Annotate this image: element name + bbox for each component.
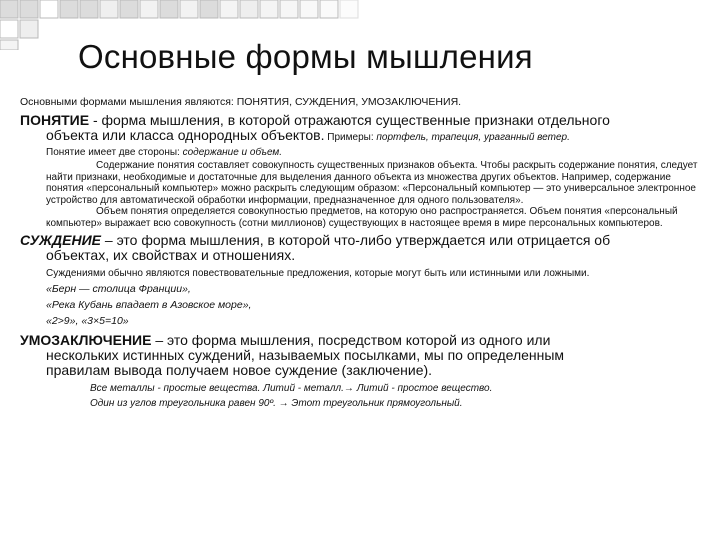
- slide-title: Основные формы мышления: [78, 38, 533, 75]
- judgment-example: «2>9», «3×5=10»: [46, 314, 129, 327]
- inference-definition: УМОЗАКЛЮЧЕНИЕ – это форма мышления, посредством которой из одного или нескольких истинных суждений, называемых посылками, мы по определенным правилам вывода получаем новое суждение (заключение).: [20, 331, 565, 378]
- concept-content-paragraph: Содержание понятия составляет совокупность существенных признаков объекта. Чтобы раскрыть содержание понятия, следует найти признаки, необходимые и достаточные для выделения данного объекта из множества других объектов. Например, содержание понятия «персональный компьютер» можно раскрыть следующим образом: «Персональный компьютер — это универсальное электронное устройство для автоматической обработки информации, предназначенное для одного пользователя».: [46, 160, 698, 206]
- judgment-section: [20, 233, 704, 329]
- concept-volume-paragraph: Объем понятия определяется совокупностью предметов, на которую оно распространяется. Объем понятия «персональный компьютер» выражает всю совокупность (сотни миллионов) существующих в настоящее время в мире персональных компьютеров.: [46, 206, 678, 229]
- concept-definition: ПОНЯТИЕ - форма мышления, в которой отражаются существенные признаки отдельного объекта или класса однородных объектов. Примеры: портфель, трапеция, ураганный ветер.: [20, 112, 610, 143]
- judgment-note: Суждениями обычно являются повествовательные предложения, которые могут быть или истинными или ложными.: [46, 268, 590, 279]
- judgment-example: «Берн — столица Франции»,: [46, 282, 191, 295]
- concept-section: [20, 113, 704, 229]
- inference-example: Все металлы - простые вещества. Литий - металл.→ Литий - простое вещество.: [90, 382, 493, 394]
- judgment-example: «Река Кубань впадает в Азовское море»,: [46, 298, 252, 311]
- concept-two-sides: Понятие имеет две стороны: содержание и объем.: [46, 146, 283, 158]
- inference-term: УМОЗАКЛЮЧЕНИЕ: [20, 331, 152, 348]
- judgment-definition: СУЖДЕНИЕ – это форма мышления, в которой что-либо утверждается или отрицается об объектах, их свойствах и отношениях.: [20, 232, 611, 263]
- inference-section: [20, 333, 704, 411]
- concept-term: ПОНЯТИЕ: [20, 112, 90, 128]
- inference-example: Один из углов треугольника равен 90º. → Этот треугольник прямоугольный.: [90, 397, 463, 409]
- intro-line: Основными формами мышления являются: ПОНЯТИЯ, СУЖДЕНИЯ, УМОЗАКЛЮЧЕНИЯ.: [20, 96, 462, 108]
- slide-content: [20, 95, 704, 411]
- judgment-term: СУЖДЕНИЕ: [20, 232, 102, 248]
